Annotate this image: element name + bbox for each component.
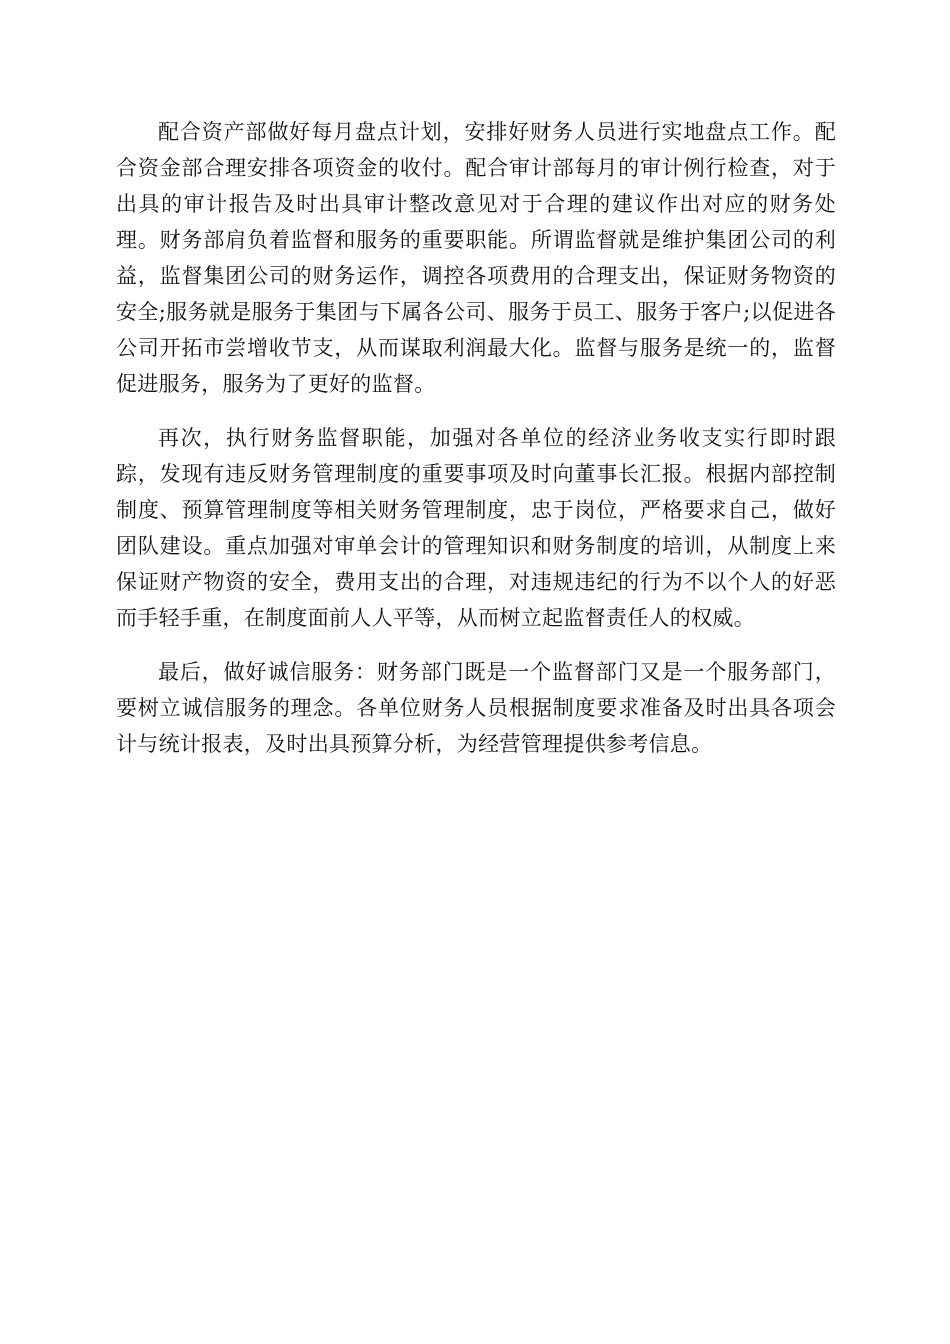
document-body [116, 114, 836, 780]
paragraph-asset-coordination: 配合资产部做好每月盘点计划，安排好财务人员进行实地盘点工作。配合资金部合理安排各项资金的收付。配合审计部每月的审计例行检查，对于出具的审计报告及时出具审计整改意见对于合理的建议作出对应的财务处理。财务部肩负着监督和服务的重要职能。所谓监督就是维护集团公司的利益，监督集团公司的财务运作，调控各项费用的合理支出，保证财务物资的安全;服务就是服务于集团与下属各公司、服务于员工、服务于客户;以促进各公司开拓市尝增收节支，从而谋取利润最大化。监督与服务是统一的，监督促进服务，服务为了更好的监督。 [116, 120, 836, 396]
paragraph-supervision-duty: 再次，执行财务监督职能，加强对各单位的经济业务收支实行即时跟踪，发现有违反财务管理制度的重要事项及时向董事长汇报。根据内部控制制度、预算管理制度等相关财务管理制度，忠于岗位，严格要求自己，做好团队建设。重点加强对审单会计的管理知识和财务制度的培训，从制度上来保证财产物资的安全，费用支出的合理，对违规违纪的行为不以个人的好恶而手轻手重，在制度面前人人平等，从而树立起监督责任人的权威。 [116, 426, 836, 630]
paragraph-integrity-service: 最后，做好诚信服务：财务部门既是一个监督部门又是一个服务部门，要树立诚信服务的理念。各单位财务人员根据制度要求准备及时出具各项会计与统计报表，及时出具预算分析，为经营管理提供参考信息。 [116, 660, 836, 756]
